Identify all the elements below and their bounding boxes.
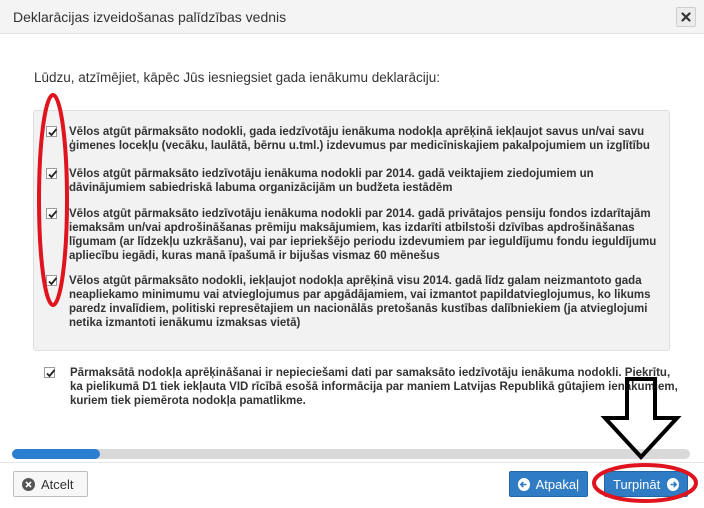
reason-checkbox-medical[interactable] bbox=[46, 126, 57, 137]
cancel-button[interactable] bbox=[13, 471, 88, 497]
arrow-left-icon bbox=[518, 478, 530, 491]
dialog-title: Deklarācijas izveidošanas palīdzības vednis bbox=[13, 9, 287, 25]
reason-label-pension: Vēlos atgūt pārmaksāto iedzīvotāju ienākuma nodokli par 2014. gadā privātajos pensiju fondos izdarītajām iemaksām un/vai apdrošināšanas prēmiju maksājumiem, kas izdarīti atbilstoši dzīvības apdrošināšanas līgumam (ar līdzekļu uzkrāšanu), vai par iepriekšējo periodu izdevumiem par ieguldījumu fondu ieguldījumu apliecību iegādi, kuras manā īpašumā ir bijušas vismaz 60 mēnešus bbox=[69, 208, 657, 262]
reason-checkbox-pension[interactable] bbox=[46, 208, 57, 219]
progress-fill bbox=[12, 449, 100, 459]
reason-checkbox-allowances[interactable] bbox=[46, 275, 57, 286]
checkmark-icon bbox=[45, 368, 56, 379]
cancel-button-label: Atcelt bbox=[41, 476, 74, 492]
close-button[interactable] bbox=[676, 7, 696, 27]
intro-text: Lūdzu, atzīmējiet, kāpēc Jūs iesniegsiet gada ienākumu deklarāciju: bbox=[34, 70, 440, 85]
checkmark-icon bbox=[47, 169, 58, 180]
cancel-icon bbox=[22, 478, 35, 491]
consent-checkbox[interactable] bbox=[44, 367, 55, 378]
footer-divider bbox=[0, 462, 704, 463]
checkmark-icon bbox=[47, 276, 58, 287]
reasons-panel bbox=[33, 110, 670, 351]
close-icon[interactable] bbox=[681, 12, 691, 22]
checkmark-icon bbox=[47, 127, 58, 138]
checkmark-icon bbox=[47, 209, 58, 220]
back-button-label: Atpakaļ bbox=[535, 476, 579, 492]
consent-label: Pārmaksātā nodokļa aprēķināšanai ir nepieciešami dati par samaksāto iedzīvotāju ienākuma nodokli. Piekrītu, ka pielikumā D1 tiek iekļauta VID rīcībā esošā informācija par maniem Latvijas Republikā gūtajiem ienākumiem, kuriem tiek piemērota nodokļa pamatlikme. bbox=[70, 367, 678, 407]
reason-checkbox-donations[interactable] bbox=[46, 168, 57, 179]
next-button-label: Turpināt bbox=[613, 476, 661, 492]
arrow-right-icon bbox=[667, 478, 679, 491]
reason-label-medical: Vēlos atgūt pārmaksāto nodokli, gada iedzīvotāju ienākuma nodokļa aprēķinā iekļaujot savus un/vai savu ģimenes locekļu (vecāku, laulātā, bērnu u.tml.) izdevumus par medicīniskajiem pakalpojumiem un izglītību bbox=[69, 126, 650, 152]
back-button[interactable] bbox=[509, 471, 588, 497]
reason-label-donations: Vēlos atgūt pārmaksāto iedzīvotāju ienākuma nodokli par 2014. gadā veiktajiem ziedojumiem un dāvinājumiem sabiedriskā labuma organizācijām un budžeta iestādēm bbox=[69, 168, 594, 194]
dialog-titlebar bbox=[0, 0, 704, 34]
wizard-progress-bar bbox=[12, 449, 690, 459]
next-button[interactable] bbox=[604, 471, 688, 497]
reason-label-allowances: Vēlos atgūt pārmaksāto nodokli, iekļaujot nodokļa aprēķinā visu 2014. gadā līdz galam neizmantoto gada neapliekamo minimumu vai atvieglojumus par apgādājamiem, vai izmantot papildatvieglojumus, ko likums paredz invalīdiem, politiski represētajiem un nacionālās pretošanās kustības dalībniekiem (ja atvieglojumi netika izmantoti ienākumu izmaksas vietā) bbox=[69, 275, 651, 329]
